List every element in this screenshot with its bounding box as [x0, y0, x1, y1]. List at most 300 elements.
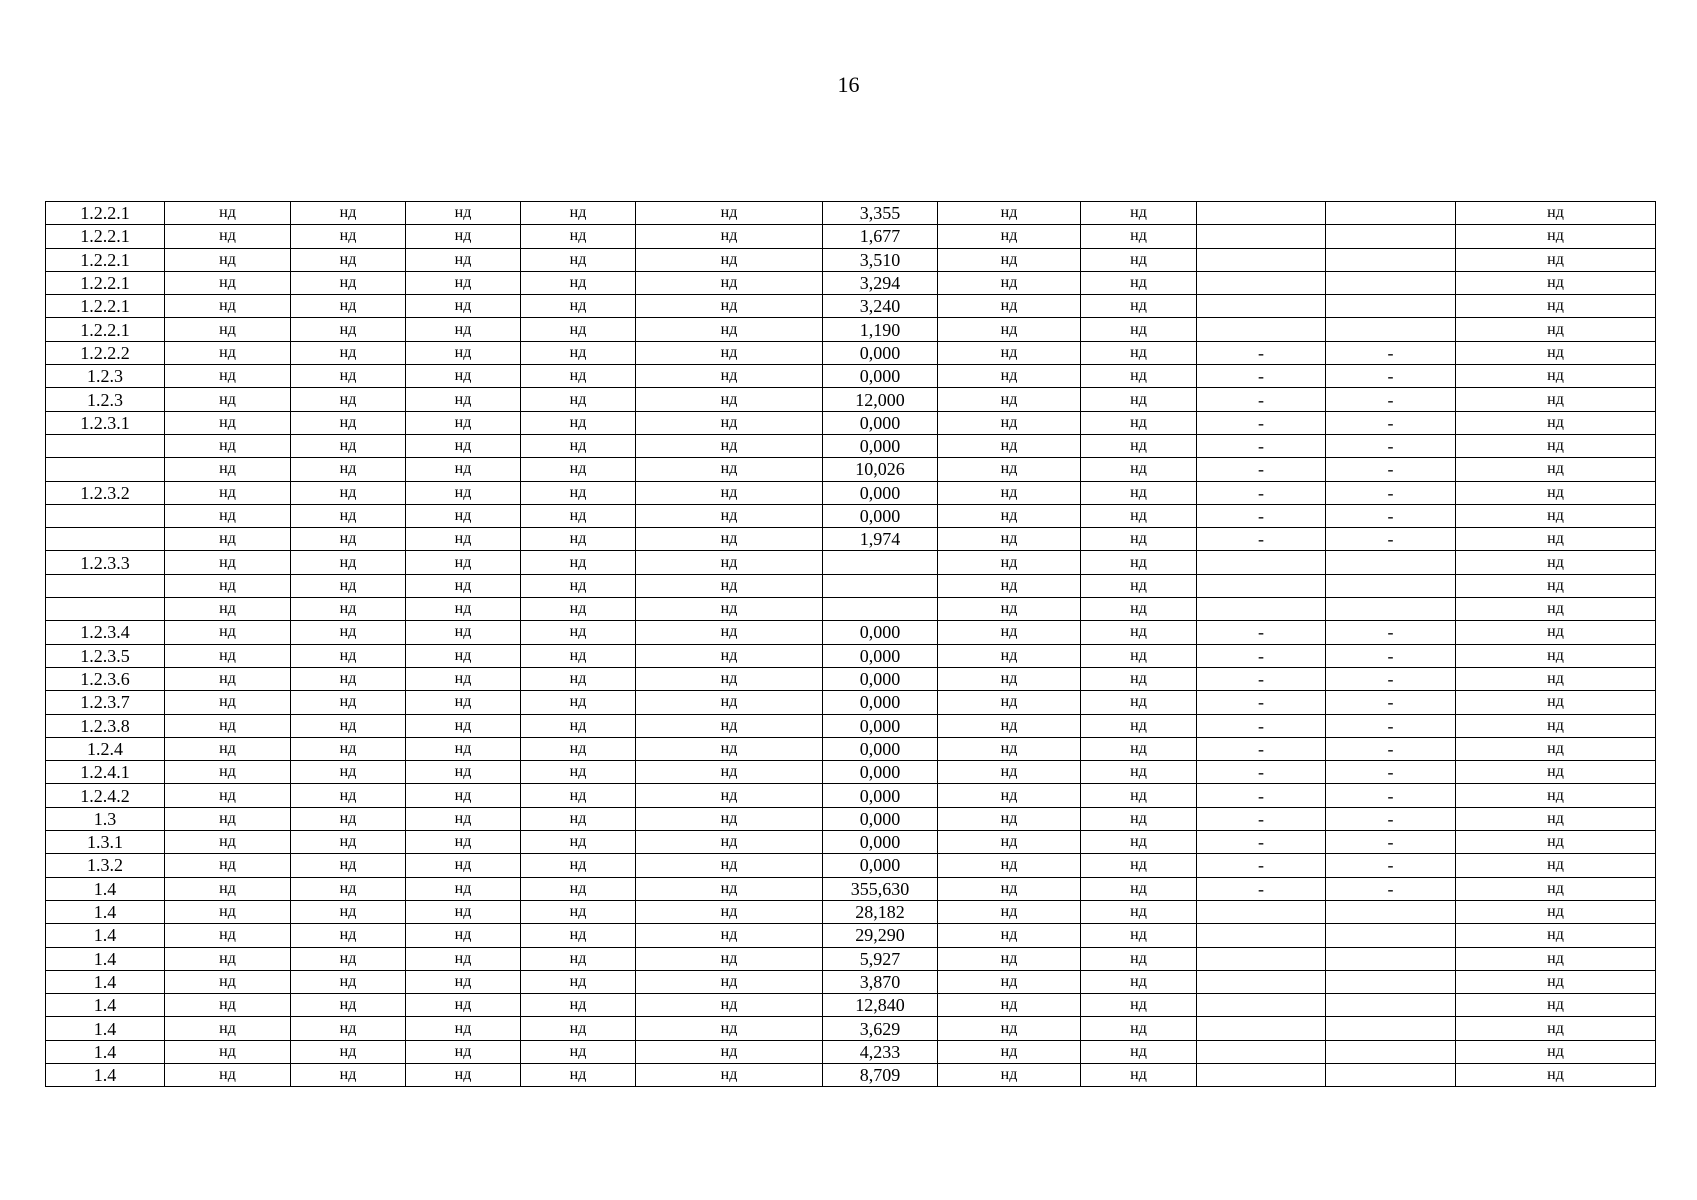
table-row	[46, 807, 1656, 830]
col-5-cell: нд	[521, 598, 636, 621]
col-5-cell: нд	[521, 761, 636, 784]
col-12-cell: нд	[1456, 621, 1656, 644]
table-body	[46, 202, 1656, 1087]
col-6-cell: нд	[636, 574, 823, 597]
col-10-cell: -	[1197, 365, 1326, 388]
col-3-cell: нд	[291, 202, 406, 225]
col-12-cell: нд	[1456, 341, 1656, 364]
col-11-cell	[1326, 1040, 1456, 1063]
col-8-cell: нд	[938, 761, 1081, 784]
col-4-cell: нд	[406, 458, 521, 481]
col-9-cell: нд	[1081, 621, 1197, 644]
col-9-cell: нд	[1081, 854, 1197, 877]
item-code-cell: 1.2.3.3	[46, 551, 165, 574]
col-5-cell: нд	[521, 667, 636, 690]
col-10-cell: -	[1197, 854, 1326, 877]
col-10-cell: -	[1197, 504, 1326, 527]
table-row	[46, 225, 1656, 248]
col-4-cell: нд	[406, 924, 521, 947]
col-6-cell: нд	[636, 761, 823, 784]
col-12-cell: нд	[1456, 318, 1656, 341]
col-8-cell: нд	[938, 202, 1081, 225]
table-row	[46, 924, 1656, 947]
value-cell: 10,026	[823, 458, 938, 481]
col-5-cell: нд	[521, 900, 636, 923]
col-10-cell: -	[1197, 388, 1326, 411]
table-row	[46, 900, 1656, 923]
col-8-cell: нд	[938, 737, 1081, 760]
col-8-cell: нд	[938, 365, 1081, 388]
col-5-cell: нд	[521, 574, 636, 597]
col-3-cell: нд	[291, 1017, 406, 1040]
table-row	[46, 434, 1656, 457]
col-6-cell: нд	[636, 667, 823, 690]
value-cell	[823, 598, 938, 621]
col-9-cell: нд	[1081, 202, 1197, 225]
table-row	[46, 202, 1656, 225]
col-2-cell: нд	[165, 365, 291, 388]
col-2-cell: нд	[165, 831, 291, 854]
col-9-cell: нд	[1081, 574, 1197, 597]
col-10-cell	[1197, 248, 1326, 271]
col-10-cell	[1197, 924, 1326, 947]
col-9-cell: нд	[1081, 900, 1197, 923]
item-code-cell: 1.2.2.1	[46, 295, 165, 318]
col-3-cell: нд	[291, 295, 406, 318]
col-2-cell: нд	[165, 411, 291, 434]
value-cell: 1,190	[823, 318, 938, 341]
col-12-cell: нд	[1456, 877, 1656, 900]
item-code-cell: 1.2.3.4	[46, 621, 165, 644]
col-2-cell: нд	[165, 737, 291, 760]
col-2-cell: нд	[165, 854, 291, 877]
value-cell: 0,000	[823, 691, 938, 714]
table-row	[46, 691, 1656, 714]
col-5-cell: нд	[521, 947, 636, 970]
table-row	[46, 295, 1656, 318]
col-8-cell: нд	[938, 970, 1081, 993]
value-cell: 0,000	[823, 341, 938, 364]
item-code-cell: 1.2.3.5	[46, 644, 165, 667]
col-12-cell: нд	[1456, 691, 1656, 714]
col-6-cell: нд	[636, 411, 823, 434]
col-10-cell: -	[1197, 667, 1326, 690]
col-10-cell	[1197, 1040, 1326, 1063]
col-9-cell: нд	[1081, 318, 1197, 341]
item-code-cell: 1.4	[46, 877, 165, 900]
item-code-cell: 1.2.3	[46, 388, 165, 411]
table-row	[46, 365, 1656, 388]
col-8-cell: нд	[938, 481, 1081, 504]
table-row	[46, 271, 1656, 294]
col-5-cell: нд	[521, 202, 636, 225]
col-5-cell: нд	[521, 458, 636, 481]
col-2-cell: нд	[165, 248, 291, 271]
item-code-cell: 1.4	[46, 1040, 165, 1063]
col-12-cell: нд	[1456, 365, 1656, 388]
col-8-cell: нд	[938, 831, 1081, 854]
col-8-cell: нд	[938, 598, 1081, 621]
col-5-cell: нд	[521, 1040, 636, 1063]
col-4-cell: нд	[406, 900, 521, 923]
col-11-cell: -	[1326, 411, 1456, 434]
col-3-cell: нд	[291, 225, 406, 248]
col-10-cell	[1197, 970, 1326, 993]
col-3-cell: нд	[291, 434, 406, 457]
col-4-cell: нд	[406, 1040, 521, 1063]
col-3-cell: нд	[291, 737, 406, 760]
col-4-cell: нд	[406, 644, 521, 667]
col-3-cell: нд	[291, 1063, 406, 1086]
value-cell: 0,000	[823, 644, 938, 667]
col-12-cell: нд	[1456, 574, 1656, 597]
col-4-cell: нд	[406, 434, 521, 457]
col-2-cell: нд	[165, 434, 291, 457]
col-6-cell: нд	[636, 644, 823, 667]
table-row	[46, 621, 1656, 644]
col-9-cell: нд	[1081, 411, 1197, 434]
item-code-cell: 1.2.2.1	[46, 248, 165, 271]
col-9-cell: нд	[1081, 551, 1197, 574]
col-8-cell: нд	[938, 947, 1081, 970]
item-code-cell: 1.4	[46, 970, 165, 993]
col-5-cell: нд	[521, 737, 636, 760]
col-12-cell: нд	[1456, 947, 1656, 970]
value-cell: 3,294	[823, 271, 938, 294]
col-10-cell	[1197, 947, 1326, 970]
col-3-cell: нд	[291, 784, 406, 807]
item-code-cell: 1.2.3.6	[46, 667, 165, 690]
col-10-cell	[1197, 271, 1326, 294]
col-9-cell: нд	[1081, 947, 1197, 970]
col-6-cell: нд	[636, 947, 823, 970]
col-9-cell: нд	[1081, 784, 1197, 807]
col-10-cell	[1197, 574, 1326, 597]
col-5-cell: нд	[521, 1063, 636, 1086]
col-10-cell: -	[1197, 411, 1326, 434]
col-5-cell: нд	[521, 481, 636, 504]
col-5-cell: нд	[521, 924, 636, 947]
value-cell: 12,840	[823, 994, 938, 1017]
value-cell: 0,000	[823, 411, 938, 434]
col-11-cell: -	[1326, 388, 1456, 411]
col-2-cell: нд	[165, 295, 291, 318]
col-11-cell	[1326, 1063, 1456, 1086]
col-2-cell: нд	[165, 621, 291, 644]
col-10-cell: -	[1197, 621, 1326, 644]
col-8-cell: нд	[938, 877, 1081, 900]
item-code-cell	[46, 574, 165, 597]
col-4-cell: нд	[406, 1063, 521, 1086]
col-11-cell	[1326, 947, 1456, 970]
col-5-cell: нд	[521, 295, 636, 318]
col-9-cell: нд	[1081, 1063, 1197, 1086]
col-5-cell: нд	[521, 807, 636, 830]
col-2-cell: нд	[165, 714, 291, 737]
col-9-cell: нд	[1081, 598, 1197, 621]
col-11-cell: -	[1326, 504, 1456, 527]
item-code-cell: 1.2.3.8	[46, 714, 165, 737]
col-10-cell: -	[1197, 528, 1326, 551]
col-6-cell: нд	[636, 365, 823, 388]
col-10-cell: -	[1197, 714, 1326, 737]
col-6-cell: нд	[636, 807, 823, 830]
item-code-cell: 1.2.4.2	[46, 784, 165, 807]
value-cell: 28,182	[823, 900, 938, 923]
col-5-cell: нд	[521, 970, 636, 993]
col-3-cell: нд	[291, 598, 406, 621]
col-2-cell: нд	[165, 202, 291, 225]
col-11-cell: -	[1326, 667, 1456, 690]
value-cell: 0,000	[823, 667, 938, 690]
col-5-cell: нд	[521, 854, 636, 877]
value-cell	[823, 551, 938, 574]
item-code-cell: 1.2.3.1	[46, 411, 165, 434]
col-9-cell: нд	[1081, 714, 1197, 737]
col-5-cell: нд	[521, 784, 636, 807]
table-row	[46, 551, 1656, 574]
col-8-cell: нд	[938, 807, 1081, 830]
col-4-cell: нд	[406, 691, 521, 714]
col-6-cell: нд	[636, 924, 823, 947]
table-row	[46, 667, 1656, 690]
item-code-cell: 1.2.4	[46, 737, 165, 760]
value-cell: 3,240	[823, 295, 938, 318]
col-11-cell: -	[1326, 784, 1456, 807]
col-9-cell: нд	[1081, 970, 1197, 993]
col-9-cell: нд	[1081, 644, 1197, 667]
item-code-cell: 1.2.2.1	[46, 202, 165, 225]
col-4-cell: нд	[406, 318, 521, 341]
item-code-cell: 1.2.3.2	[46, 481, 165, 504]
col-9-cell: нд	[1081, 667, 1197, 690]
col-9-cell: нд	[1081, 691, 1197, 714]
item-code-cell: 1.2.4.1	[46, 761, 165, 784]
col-6-cell: нд	[636, 528, 823, 551]
col-5-cell: нд	[521, 644, 636, 667]
col-10-cell: -	[1197, 341, 1326, 364]
col-6-cell: нд	[636, 271, 823, 294]
col-11-cell	[1326, 202, 1456, 225]
col-9-cell: нд	[1081, 877, 1197, 900]
table-row	[46, 994, 1656, 1017]
col-3-cell: нд	[291, 807, 406, 830]
item-code-cell: 1.4	[46, 1017, 165, 1040]
col-11-cell	[1326, 271, 1456, 294]
col-10-cell	[1197, 1017, 1326, 1040]
col-4-cell: нд	[406, 411, 521, 434]
col-10-cell	[1197, 900, 1326, 923]
col-3-cell: нд	[291, 621, 406, 644]
item-code-cell: 1.2.3.7	[46, 691, 165, 714]
col-8-cell: нд	[938, 341, 1081, 364]
table-row	[46, 854, 1656, 877]
col-2-cell: нд	[165, 271, 291, 294]
col-6-cell: нд	[636, 341, 823, 364]
col-9-cell: нд	[1081, 458, 1197, 481]
col-5-cell: нд	[521, 621, 636, 644]
col-12-cell: нд	[1456, 854, 1656, 877]
col-12-cell: нд	[1456, 924, 1656, 947]
col-6-cell: нд	[636, 434, 823, 457]
col-12-cell: нд	[1456, 411, 1656, 434]
table-row	[46, 877, 1656, 900]
col-4-cell: нд	[406, 807, 521, 830]
col-12-cell: нд	[1456, 528, 1656, 551]
value-cell: 0,000	[823, 761, 938, 784]
col-10-cell	[1197, 1063, 1326, 1086]
value-cell: 0,000	[823, 784, 938, 807]
col-8-cell: нд	[938, 248, 1081, 271]
value-cell: 3,355	[823, 202, 938, 225]
col-10-cell: -	[1197, 434, 1326, 457]
col-3-cell: нд	[291, 248, 406, 271]
col-3-cell: нд	[291, 481, 406, 504]
col-2-cell: нд	[165, 225, 291, 248]
col-12-cell: нд	[1456, 737, 1656, 760]
table-row	[46, 388, 1656, 411]
col-8-cell: нд	[938, 994, 1081, 1017]
col-3-cell: нд	[291, 667, 406, 690]
value-cell: 0,000	[823, 807, 938, 830]
col-3-cell: нд	[291, 411, 406, 434]
col-10-cell: -	[1197, 761, 1326, 784]
col-2-cell: нд	[165, 1040, 291, 1063]
col-2-cell: нд	[165, 1017, 291, 1040]
col-11-cell: -	[1326, 365, 1456, 388]
col-5-cell: нд	[521, 388, 636, 411]
col-4-cell: нд	[406, 295, 521, 318]
col-10-cell: -	[1197, 784, 1326, 807]
col-2-cell: нд	[165, 691, 291, 714]
col-9-cell: нд	[1081, 831, 1197, 854]
col-6-cell: нд	[636, 691, 823, 714]
item-code-cell: 1.3.1	[46, 831, 165, 854]
col-3-cell: нд	[291, 388, 406, 411]
col-6-cell: нд	[636, 831, 823, 854]
col-3-cell: нд	[291, 644, 406, 667]
table-row	[46, 528, 1656, 551]
col-12-cell: нд	[1456, 784, 1656, 807]
col-8-cell: нд	[938, 1017, 1081, 1040]
col-6-cell: нд	[636, 388, 823, 411]
col-10-cell	[1197, 994, 1326, 1017]
col-11-cell	[1326, 295, 1456, 318]
col-5-cell: нд	[521, 551, 636, 574]
col-4-cell: нд	[406, 248, 521, 271]
col-11-cell	[1326, 598, 1456, 621]
col-3-cell: нд	[291, 761, 406, 784]
col-3-cell: нд	[291, 691, 406, 714]
col-12-cell: нд	[1456, 761, 1656, 784]
table-row	[46, 598, 1656, 621]
col-8-cell: нд	[938, 504, 1081, 527]
col-2-cell: нд	[165, 318, 291, 341]
value-cell: 1,974	[823, 528, 938, 551]
col-6-cell: нд	[636, 1063, 823, 1086]
col-9-cell: нд	[1081, 994, 1197, 1017]
col-4-cell: нд	[406, 388, 521, 411]
col-12-cell: нд	[1456, 481, 1656, 504]
value-cell: 3,510	[823, 248, 938, 271]
item-code-cell: 1.4	[46, 900, 165, 923]
col-3-cell: нд	[291, 900, 406, 923]
table-row	[46, 411, 1656, 434]
col-11-cell: -	[1326, 621, 1456, 644]
col-12-cell: нд	[1456, 831, 1656, 854]
col-11-cell	[1326, 994, 1456, 1017]
col-10-cell: -	[1197, 458, 1326, 481]
col-10-cell: -	[1197, 807, 1326, 830]
col-5-cell: нд	[521, 691, 636, 714]
value-cell: 0,000	[823, 831, 938, 854]
col-12-cell: нд	[1456, 504, 1656, 527]
table-row	[46, 784, 1656, 807]
col-8-cell: нд	[938, 388, 1081, 411]
col-4-cell: нд	[406, 551, 521, 574]
item-code-cell: 1.4	[46, 994, 165, 1017]
col-9-cell: нд	[1081, 504, 1197, 527]
col-5-cell: нд	[521, 434, 636, 457]
col-6-cell: нд	[636, 784, 823, 807]
col-11-cell: -	[1326, 877, 1456, 900]
col-6-cell: нд	[636, 248, 823, 271]
col-11-cell: -	[1326, 737, 1456, 760]
col-3-cell: нд	[291, 854, 406, 877]
col-9-cell: нд	[1081, 737, 1197, 760]
col-4-cell: нд	[406, 877, 521, 900]
col-6-cell: нд	[636, 458, 823, 481]
table-row	[46, 504, 1656, 527]
col-8-cell: нд	[938, 924, 1081, 947]
col-12-cell: нд	[1456, 1017, 1656, 1040]
col-6-cell: нд	[636, 854, 823, 877]
col-2-cell: нд	[165, 970, 291, 993]
col-5-cell: нд	[521, 411, 636, 434]
table-row	[46, 1063, 1656, 1086]
col-4-cell: нд	[406, 854, 521, 877]
value-cell: 0,000	[823, 481, 938, 504]
col-4-cell: нд	[406, 202, 521, 225]
col-2-cell: нд	[165, 761, 291, 784]
col-2-cell: нд	[165, 644, 291, 667]
col-8-cell: нд	[938, 434, 1081, 457]
col-4-cell: нд	[406, 784, 521, 807]
col-11-cell	[1326, 225, 1456, 248]
col-4-cell: нд	[406, 341, 521, 364]
col-11-cell: -	[1326, 341, 1456, 364]
item-code-cell: 1.4	[46, 947, 165, 970]
col-3-cell: нд	[291, 271, 406, 294]
col-8-cell: нд	[938, 411, 1081, 434]
col-10-cell	[1197, 225, 1326, 248]
col-6-cell: нд	[636, 202, 823, 225]
col-2-cell: нд	[165, 667, 291, 690]
col-10-cell: -	[1197, 691, 1326, 714]
col-2-cell: нд	[165, 481, 291, 504]
value-cell: 0,000	[823, 714, 938, 737]
col-9-cell: нд	[1081, 807, 1197, 830]
col-3-cell: нд	[291, 504, 406, 527]
col-9-cell: нд	[1081, 388, 1197, 411]
table-row	[46, 341, 1656, 364]
col-12-cell: нд	[1456, 900, 1656, 923]
col-6-cell: нд	[636, 295, 823, 318]
item-code-cell	[46, 504, 165, 527]
col-9-cell: нд	[1081, 341, 1197, 364]
col-8-cell: нд	[938, 784, 1081, 807]
col-8-cell: нд	[938, 667, 1081, 690]
